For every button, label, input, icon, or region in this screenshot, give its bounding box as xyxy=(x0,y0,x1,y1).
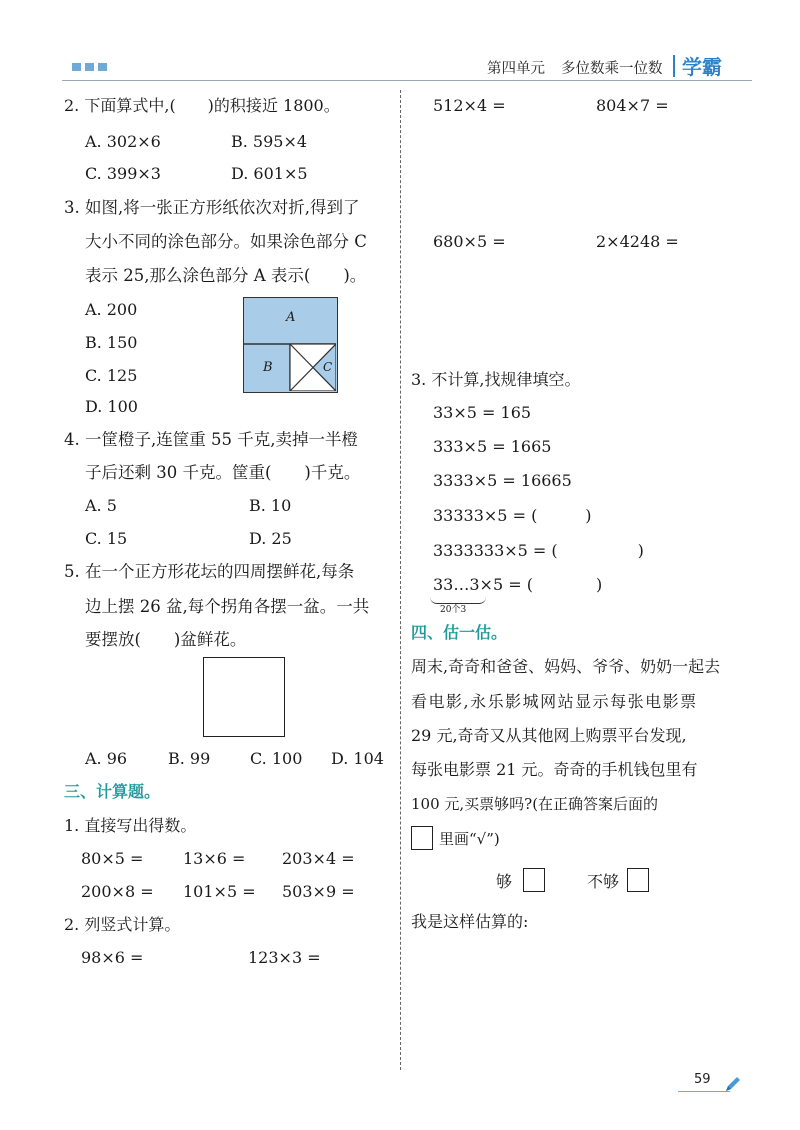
underbrace xyxy=(430,597,486,604)
q5-line-3: 要摆放( )盆鲜花。 xyxy=(85,630,247,649)
estimate-text-3: 29 元,奇奇又从其他网上购票平台发现, xyxy=(411,726,687,745)
q5-line-2: 边上摆 26 盆,每个拐角各摆一盆。一共 xyxy=(85,597,370,616)
pattern-line-2: 333×5 = 1665 xyxy=(433,437,552,456)
vertical-calc-4: 804×7 = xyxy=(596,96,669,115)
pattern-line-6-close: ) xyxy=(596,575,603,594)
q5-option-d: D. 104 xyxy=(331,749,384,768)
q2-option-c: C. 399×3 xyxy=(85,164,161,183)
estimate-text-2: 看电影,永乐影城网站显示每张电影票 xyxy=(411,692,698,711)
unit-label: 第四单元 xyxy=(487,61,545,77)
q4-line-2: 子后还剩 30 千克。筐重( )千克。 xyxy=(85,463,361,482)
pattern-line-6: 33…3×5 = ( xyxy=(433,575,533,594)
pattern-line-4: 33333×5 = ( ) xyxy=(433,506,592,525)
estimate-method-label: 我是这样估算的: xyxy=(411,912,529,931)
q3-option-b: B. 150 xyxy=(85,333,138,352)
q2-option-b: B. 595×4 xyxy=(231,132,308,151)
q3-line-3: 表示 25,那么涂色部分 A 表示( )。 xyxy=(85,266,367,285)
estimate-text-5: 100 元,买票够吗?(在正确答案后面的 xyxy=(411,795,659,813)
q4-option-c: C. 15 xyxy=(85,529,128,548)
q3-line-1: 3. 如图,将一张正方形纸依次对折,得到了 xyxy=(64,198,360,217)
topic-label: 多位数乘一位数 xyxy=(561,61,663,77)
calc-q2-title: 2. 列竖式计算。 xyxy=(64,915,181,934)
enough-checkbox[interactable] xyxy=(523,868,545,892)
q2-stem: 2. 下面算式中,( )的积接近 1800。 xyxy=(64,96,340,115)
q4-option-a: A. 5 xyxy=(85,496,117,515)
oral-calc-1: 80×5 = xyxy=(81,849,144,868)
oral-calc-2: 13×6 = xyxy=(183,849,246,868)
q4-option-d: D. 25 xyxy=(249,529,292,548)
pattern-title: 3. 不计算,找规律填空。 xyxy=(411,370,581,389)
vertical-calc-5: 680×5 = xyxy=(433,232,506,251)
q5-option-b: B. 99 xyxy=(168,749,211,768)
header-separator xyxy=(673,55,675,77)
oral-calc-4: 200×8 = xyxy=(81,882,154,901)
header-decoration xyxy=(72,63,108,71)
q2-option-d: D. 601×5 xyxy=(231,164,308,183)
page-number: 59 xyxy=(694,1072,711,1087)
estimate-text-1: 周末,奇奇和爸爸、妈妈、爷爷、奶奶一起去 xyxy=(411,657,721,676)
not-enough-checkbox[interactable] xyxy=(627,868,649,892)
pattern-line-1: 33×5 = 165 xyxy=(433,403,532,422)
vertical-calc-3: 512×4 = xyxy=(433,96,506,115)
section-3-title: 三、计算题。 xyxy=(64,782,161,801)
estimate-text-6: 里画“√”) xyxy=(439,830,500,848)
pattern-line-5: 3333333×5 = ( ) xyxy=(433,541,644,560)
q3-option-a: A. 200 xyxy=(85,300,138,319)
q4-option-b: B. 10 xyxy=(249,496,292,515)
oral-calc-6: 503×9 = xyxy=(282,882,355,901)
region-a-label: A xyxy=(286,310,296,325)
enough-label: 够 xyxy=(496,872,513,891)
column-divider xyxy=(400,90,401,1070)
oral-calc-5: 101×5 = xyxy=(183,882,256,901)
brace-note: 20个3 xyxy=(440,605,467,615)
folded-square-figure xyxy=(243,297,338,393)
q2-option-a: A. 302×6 xyxy=(85,132,161,151)
q5-line-1: 5. 在一个正方形花坛的四周摆鲜花,每条 xyxy=(64,562,355,581)
pattern-line-3: 3333×5 = 16665 xyxy=(433,471,572,490)
q5-option-a: A. 96 xyxy=(85,749,128,768)
vertical-calc-1: 98×6 = xyxy=(81,948,144,967)
page-number-rule xyxy=(678,1091,730,1092)
region-b-label: B xyxy=(263,360,273,375)
section-4-title: 四、估一估。 xyxy=(411,623,508,642)
oral-calc-3: 203×4 = xyxy=(282,849,355,868)
vertical-calc-6: 2×4248 = xyxy=(596,232,679,251)
q3-option-c: C. 125 xyxy=(85,366,138,385)
calc-q1-title: 1. 直接写出得数。 xyxy=(64,816,197,835)
vertical-calc-2: 123×3 = xyxy=(248,948,321,967)
q3-line-2: 大小不同的涂色部分。如果涂色部分 C xyxy=(85,232,367,251)
estimate-text-4: 每张电影票 21 元。奇奇的手机钱包里有 xyxy=(411,760,698,779)
brand-logo: 学霸 xyxy=(682,55,722,79)
answer-box-example xyxy=(411,826,433,850)
q5-option-c: C. 100 xyxy=(250,749,303,768)
flowerbed-square xyxy=(203,657,285,737)
header-rule xyxy=(62,80,752,81)
q3-option-d: D. 100 xyxy=(85,397,138,416)
not-enough-label: 不够 xyxy=(587,872,620,891)
region-c-label: C xyxy=(323,360,333,374)
q4-line-1: 4. 一筐橙子,连筐重 55 千克,卖掉一半橙 xyxy=(64,430,358,449)
